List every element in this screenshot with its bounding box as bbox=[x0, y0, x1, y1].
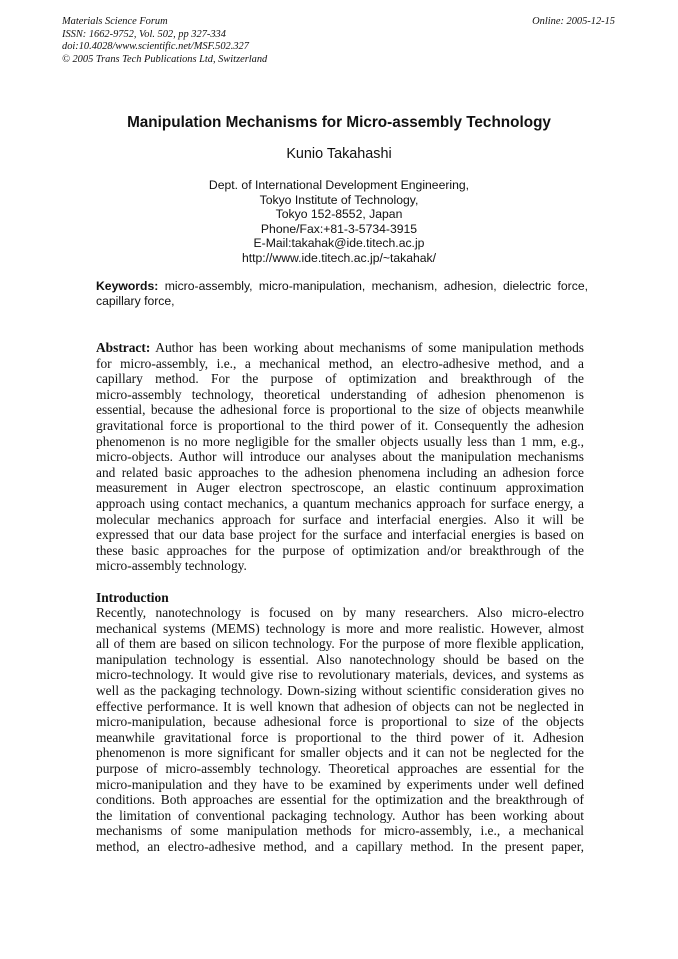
journal-doi: doi:10.4028/www.scientific.net/MSF.502.327 bbox=[62, 41, 249, 53]
abstract-line: micro-objects. Author will introduce our analyses about the manipulation mechanisms bbox=[96, 449, 584, 465]
paper-author: Kunio Takahashi bbox=[286, 146, 392, 162]
abstract-line: gravitational force is proportional to the third power of it. Consequently the adhesion bbox=[96, 417, 584, 433]
abstract-line: these basic approaches for the purpose of optimization and/or breakthrough of the bbox=[96, 542, 584, 558]
abstract-line: molecular mechanics approach for surface and interfacial energies. Also it will be bbox=[96, 511, 584, 527]
introduction-block bbox=[96, 605, 584, 855]
journal-copyright: © 2005 Trans Tech Publications Ltd, Switzerland bbox=[62, 53, 268, 65]
introduction-line: effective performance. It is well known that adhesion of objects can not be neglected in bbox=[96, 698, 584, 714]
keywords-label: Keywords: bbox=[96, 279, 159, 293]
introduction-line: meanwhile gravitational force is proportional to the third power of it. Adhesion bbox=[96, 729, 584, 745]
abstract-label: Abstract: bbox=[96, 340, 151, 355]
abstract-line: capillary method. For the purpose of optimization and breakthrough of the bbox=[96, 371, 584, 387]
introduction-line: the limitation of conventional packaging technology. Author has been working about bbox=[96, 807, 584, 823]
affiliation-email[interactable]: E-Mail:takahak@ide.titech.ac.jp bbox=[253, 236, 425, 251]
online-date: Online: 2005-12-15 bbox=[532, 16, 615, 27]
abstract-block bbox=[96, 340, 584, 574]
journal-name: Materials Science Forum bbox=[62, 16, 168, 27]
abstract-line: essential, because the adhesional force is proportional to the size of objects meanwhile bbox=[96, 402, 584, 418]
affiliation-phone: Phone/Fax:+81-3-5734-3915 bbox=[260, 221, 418, 236]
affiliation-address: Tokyo 152-8552, Japan bbox=[275, 207, 403, 222]
introduction-line: micro-manipulation, because adhesional force is proportional to size of the objects bbox=[96, 714, 584, 730]
affiliation-institute: Tokyo Institute of Technology, bbox=[259, 192, 419, 207]
abstract-line: and related basic approaches to the adhesion phenomena including an adhesion force bbox=[96, 464, 584, 480]
affiliation-dept: Dept. of International Development Engineering, bbox=[208, 178, 470, 192]
introduction-heading: Introduction bbox=[96, 590, 169, 605]
abstract-line: Author has been working about mechanisms of some manipulation methods bbox=[150, 340, 584, 355]
introduction-line: Recently, nanotechnology is focused on by many researchers. Also micro-electro bbox=[96, 605, 584, 620]
introduction-line: conditions. Both approaches are essential for the optimization and the breakthrough of bbox=[96, 792, 584, 808]
keywords-text: micro-assembly, micro-manipulation, mechanism, adhesion, dielectric force, bbox=[158, 279, 588, 293]
abstract-line: phenomenon is no more negligible for the smaller objects usually less than 1 mm, e.g., bbox=[96, 433, 584, 449]
abstract-line: measurement in Auger electron spectroscope, an elastic continuum approximation bbox=[96, 480, 584, 496]
introduction-line: mechanisms of some manipulation methods for micro-assembly, i.e., a mechanical bbox=[96, 823, 584, 839]
introduction-line: method, an electro-adhesive method, and a capillary method. In the present paper, bbox=[96, 838, 584, 854]
paper-title: Manipulation Mechanisms for Micro-assembly Technology bbox=[127, 114, 551, 131]
introduction-line: phenomenon is more significant for smaller objects and it can not be neglected for the bbox=[96, 745, 584, 761]
abstract-line: for micro-assembly, i.e., a mechanical method, an electro-adhesive method, and a bbox=[96, 355, 584, 371]
introduction-line: micro-technology. It would give rise to revolutionary materials, devices, and systems as bbox=[96, 667, 584, 683]
introduction-line: well as the packaging technology. Down-sizing without scientific consideration gives no bbox=[96, 682, 584, 698]
keywords-text: capillary force, bbox=[96, 293, 175, 308]
abstract-line: expressed that our data base project for the surface and interfacial energies is based on bbox=[96, 527, 584, 543]
introduction-line: mechanical systems (MEMS) technology is more and more realistic. However, almost bbox=[96, 620, 584, 636]
introduction-line: all of them are based on silicon technology. For the purpose of more flexible application, bbox=[96, 636, 584, 652]
introduction-line: micro-manipulation and they have to be examined by experiments under well defined bbox=[96, 776, 584, 792]
abstract-line: micro-assembly technology, theoretical understanding of adhesion phenomenon is bbox=[96, 386, 584, 402]
journal-issn: ISSN: 1662-9752, Vol. 502, pp 327-334 bbox=[62, 28, 226, 40]
introduction-line: manipulation technology is essential. Also nanotechnology should be based on the bbox=[96, 651, 584, 667]
abstract-line: micro-assembly technology. bbox=[96, 558, 247, 574]
affiliation-url[interactable]: http://www.ide.titech.ac.jp/~takahak/ bbox=[241, 250, 437, 265]
journal-header bbox=[62, 16, 267, 66]
abstract-line: approach using contact mechanics, a quantum mechanics approach for surface energy, a bbox=[96, 495, 584, 511]
keywords-block bbox=[96, 279, 588, 308]
introduction-line: purpose of micro-assembly technology. Theoretical approaches are essential for the bbox=[96, 760, 584, 776]
affiliation-block bbox=[0, 178, 678, 266]
